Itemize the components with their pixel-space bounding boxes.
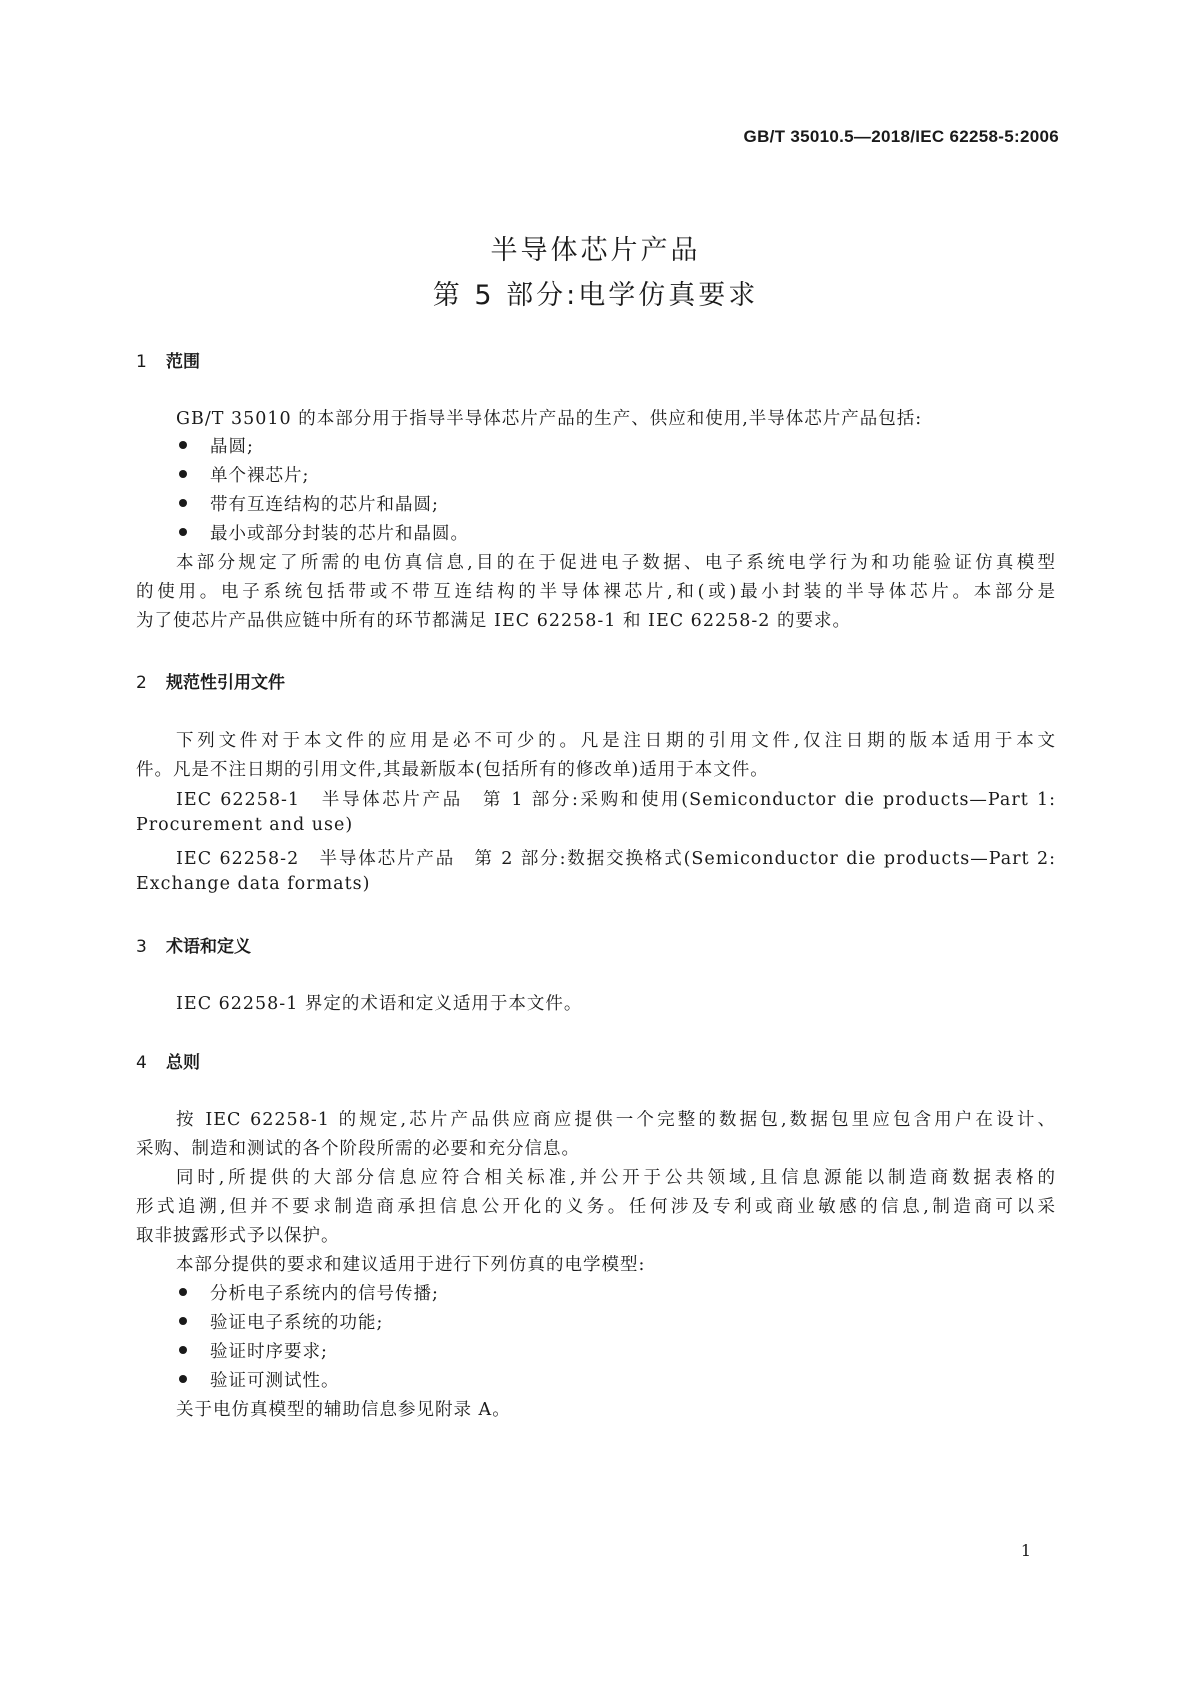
- section-2-number: 2: [136, 673, 147, 693]
- s4-p2-line-1: 同时,所提供的大部分信息应符合相关标准,并公开于公共领域,且信息源能以制造商数据表格的: [176, 1168, 1056, 1188]
- s1-bullet-3: 带有互连结构的芯片和晶圆;: [210, 495, 439, 515]
- s2-para-line-2: 件。凡是不注日期的引用文件,其最新版本(包括所有的修改单)适用于本文件。: [136, 760, 769, 780]
- s4-bullet-3: 验证时序要求;: [210, 1342, 328, 1362]
- page-number: 1: [1020, 1541, 1031, 1560]
- bullet-icon: [179, 1375, 187, 1383]
- section-2-heading: [136, 668, 285, 693]
- s1-bullet-2: 单个裸芯片;: [210, 466, 310, 486]
- standard-code: GB/T 35010.5—2018/IEC 62258-5:2006: [743, 127, 1059, 146]
- section-3-heading: [136, 932, 251, 957]
- section-1-title: 范围: [166, 352, 200, 372]
- bullet-icon: [179, 1317, 187, 1325]
- s3-para: IEC 62258-1 界定的术语和定义适用于本文件。: [176, 994, 583, 1014]
- section-4-number: 4: [136, 1053, 147, 1073]
- s2-ref1-line-2: Procurement and use): [136, 815, 354, 835]
- s2-para-line-1: 下列文件对于本文件的应用是必不可少的。凡是注日期的引用文件,仅注日期的版本适用于本文: [176, 731, 1056, 751]
- s2-ref2-line-2: Exchange data formats): [136, 874, 371, 894]
- title-line-1: 半导体芯片产品: [490, 235, 701, 266]
- s4-p4: 关于电仿真模型的辅助信息参见附录 A。: [176, 1400, 511, 1420]
- bullet-icon: [179, 441, 187, 449]
- s4-p3: 本部分提供的要求和建议适用于进行下列仿真的电学模型:: [176, 1255, 646, 1275]
- s4-p2-line-3: 取非披露形式予以保护。: [136, 1226, 340, 1246]
- section-1-number: 1: [136, 352, 147, 372]
- section-3-number: 3: [136, 937, 147, 957]
- s4-p1-line-1: 按 IEC 62258-1 的规定,芯片产品供应商应提供一个完整的数据包,数据包里应包含用户在设计、: [176, 1110, 1056, 1130]
- s4-bullet-2: 验证电子系统的功能;: [210, 1313, 384, 1333]
- section-1-intro: GB/T 35010 的本部分用于指导半导体芯片产品的生产、供应和使用,半导体芯片产品包括:: [176, 409, 923, 429]
- section-4-heading: [136, 1048, 200, 1073]
- bullet-icon: [179, 1346, 187, 1354]
- section-2-title: 规范性引用文件: [166, 673, 285, 693]
- s1-bullet-4: 最小或部分封装的芯片和晶圆。: [210, 524, 469, 544]
- s1-para-line-2: 的使用。电子系统包括带或不带互连结构的半导体裸芯片,和(或)最小封装的半导体芯片。本部分是: [136, 582, 1056, 602]
- section-1-heading: [136, 347, 200, 372]
- s1-bullet-1: 晶圆;: [210, 437, 254, 457]
- bullet-icon: [179, 1288, 187, 1296]
- bullet-icon: [179, 528, 187, 536]
- s4-p2-line-2: 形式追溯,但并不要求制造商承担信息公开化的义务。任何涉及专利或商业敏感的信息,制造商可以采: [136, 1197, 1056, 1217]
- bullet-icon: [179, 499, 187, 507]
- s2-ref1-line-1: IEC 62258-1 半导体芯片产品 第 1 部分:采购和使用(Semiconductor die products—Part 1:: [176, 790, 1056, 810]
- s2-ref2-line-1: IEC 62258-2 半导体芯片产品 第 2 部分:数据交换格式(Semiconductor die products—Part 2:: [176, 849, 1056, 869]
- bullet-icon: [179, 470, 187, 478]
- s4-bullet-4: 验证可测试性。: [210, 1371, 340, 1391]
- section-3-title: 术语和定义: [166, 937, 251, 957]
- section-4-title: 总则: [166, 1053, 200, 1073]
- s1-para-line-3: 为了使芯片产品供应链中所有的环节都满足 IEC 62258-1 和 IEC 62258-2 的要求。: [136, 611, 851, 631]
- s4-p1-line-2: 采购、制造和测试的各个阶段所需的必要和充分信息。: [136, 1139, 580, 1159]
- s4-bullet-1: 分析电子系统内的信号传播;: [210, 1284, 439, 1304]
- s1-para-line-1: 本部分规定了所需的电仿真信息,目的在于促进电子数据、电子系统电学行为和功能验证仿真模型: [176, 553, 1056, 573]
- title-line-2: 第 5 部分:电学仿真要求: [432, 280, 759, 311]
